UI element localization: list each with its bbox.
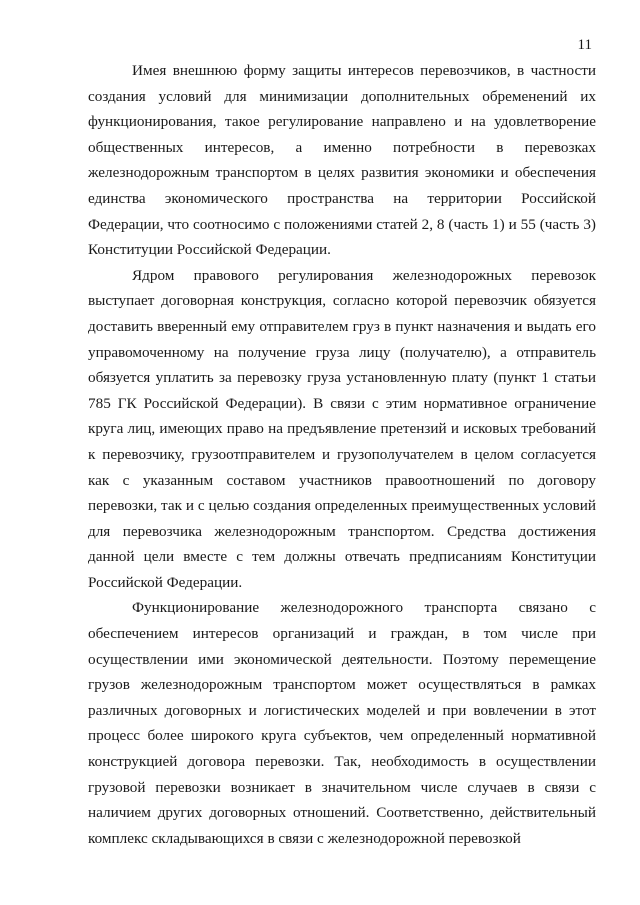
page-number: 11: [577, 37, 592, 53]
paragraph-3: Функционирование железнодорожного транспорта связано с обеспечением интересов организаций и граждан, в том числе при осуществлении ими экономической деятельности. Поэтому перемещение грузов железнодорожным транспортом может осуществляться в рамках различных договорных и логистических моделей и при вовлечении в этот процесс более широкого круга субъектов, чем определенный нормативной конструкцией договора перевозки. Так, необходимость в осуществлении грузовой перевозки возникает в значительном числе случаев в связи с наличием других договорных отношений. Соответственно, действительный комплекс складывающихся в связи с железнодорожной перевозкой: [88, 599, 596, 847]
document-body: [88, 58, 596, 851]
paragraph-2: Ядром правового регулирования железнодорожных перевозок выступает договорная конструкция, согласно которой перевозчик обязуется доставить вверенный ему отправителем груз в пункт назначения и выдать его управомоченному на получение груза лицу (получателю), а отправитель обязуется уплатить за перевозку груза установленную плату (пункт 1 статьи 785 ГК Российской Федерации). В связи с этим нормативное ограничение круга лиц, имеющих право на предъявление претензий и исковых требований к перевозчику, грузоотправителем и грузополучателем в целом согласуется как с указанным составом участников правоотношений по договору перевозки, так и с целью создания определенных преимущественных условий для перевозчика железнодорожным транспортом. Средства достижения данной цели вместе с тем должны отвечать предписаниям Конституции Российской Федерации.: [88, 266, 596, 591]
paragraph-1: Имея внешнюю форму защиты интересов перевозчиков, в частности создания условий для минимизации дополнительных обременений их функционирования, такое регулирование направлено и на удовлетворение общественных интересов, а именно потребности в перевозках железнодорожным транспортом в целях развития экономики и обеспечения единства экономического пространства на территории Российской Федерации, что соотносимо с положениями статей 2, 8 (часть 1) и 55 (часть 3) Конституции Российской Федерации.: [88, 62, 596, 259]
